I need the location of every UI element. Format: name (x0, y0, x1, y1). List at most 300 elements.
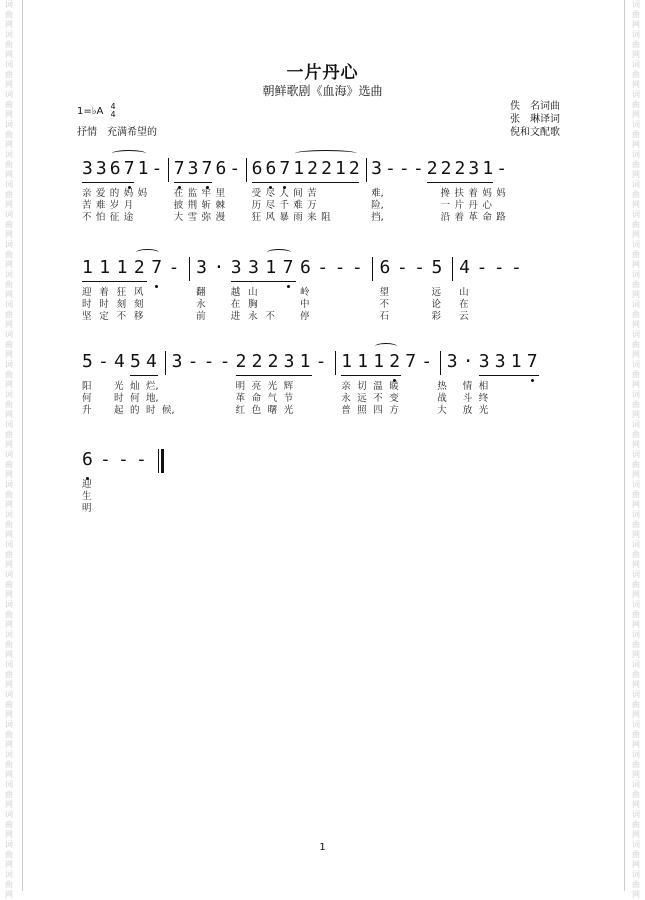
lyric-syllable: 何 (82, 393, 92, 404)
lyric-syllable: 着 (454, 212, 465, 223)
watermark-char: 曲 (5, 100, 13, 109)
watermark-char: 曲 (632, 250, 640, 259)
lyric-syllable: 气 (267, 393, 278, 404)
note: 1 (334, 158, 346, 179)
dash-note: - (421, 351, 433, 372)
note: 4 (459, 257, 470, 278)
lyric-syllable: 终 (478, 393, 489, 404)
watermark-char: 网 (632, 260, 640, 269)
watermark-char: 曲 (632, 610, 640, 619)
watermark-char: 词 (5, 600, 13, 609)
lyric-syllable: 热 (437, 381, 447, 392)
watermark-char: 词 (5, 450, 13, 459)
slur (295, 150, 357, 157)
note: 6 (215, 158, 227, 179)
beam-underline (174, 182, 212, 183)
lyric-syllable: 永 (196, 299, 206, 310)
note: 3 (494, 351, 506, 372)
lyric-syllable: 迎 (82, 287, 92, 298)
lyric-syllable: 辉 (283, 381, 294, 392)
watermark-char: 曲 (632, 850, 640, 859)
watermark-char: 曲 (632, 340, 640, 349)
lyric-syllable: 亲 (341, 381, 351, 392)
note: 2 (307, 158, 319, 179)
lyric-syllable: 暴 (279, 212, 289, 223)
watermark-char: 网 (632, 830, 640, 839)
lyric-syllable: 起 (114, 405, 124, 416)
watermark-char: 网 (5, 740, 13, 749)
lyric-syllable: 大 (437, 405, 447, 416)
slur (112, 150, 146, 157)
note: 3 (230, 257, 242, 278)
watermark-char: 网 (632, 320, 640, 329)
page-number: 1 (319, 842, 326, 853)
note: 3 (283, 351, 295, 372)
watermark-char: 网 (5, 20, 13, 29)
watermark-char: 曲 (5, 820, 13, 829)
time-top: 4 (110, 102, 116, 111)
note: 2 (321, 158, 332, 179)
slur (267, 249, 290, 256)
watermark-char: 网 (632, 80, 640, 89)
lyric-syllable: 明 (82, 503, 92, 514)
dash-note: - (351, 257, 363, 278)
watermark-char: 网 (5, 770, 13, 779)
lyric-syllable: 移 (133, 311, 144, 322)
note: 7 (123, 158, 135, 179)
lyric-syllable: 路 (496, 212, 506, 223)
note: 2 (389, 351, 401, 372)
dash-note: - (151, 158, 163, 179)
note: 3 (82, 158, 93, 179)
lyric-syllable: 中 (299, 299, 310, 310)
watermark-char: 词 (5, 750, 13, 759)
watermark-char: 词 (5, 510, 13, 519)
lyric-syllable: 云 (459, 311, 469, 322)
note: 2 (133, 257, 145, 278)
watermark-char: 曲 (632, 70, 640, 79)
note: 3 (196, 257, 208, 278)
watermark-char: 曲 (632, 520, 640, 529)
watermark-char: 曲 (5, 730, 13, 739)
watermark-char: 词 (5, 720, 13, 729)
lyric-syllable: 变 (389, 393, 399, 404)
note: 3 (478, 351, 490, 372)
lyric-syllable: 里 (215, 188, 225, 199)
lyric-syllable: 征 (109, 212, 120, 223)
lyric-syllable: 斗 (462, 393, 473, 404)
lyric-syllable: 受 (251, 188, 262, 199)
watermark-char: 词 (5, 270, 13, 279)
watermark-char: 网 (5, 470, 13, 479)
watermark-char: 网 (632, 560, 640, 569)
watermark-char: 词 (5, 60, 13, 69)
watermark-char: 词 (5, 810, 13, 819)
lyric-syllable: 棘 (215, 200, 225, 211)
watermark-char: 网 (632, 680, 640, 689)
lyric-syllable: 命 (251, 393, 262, 404)
watermark-char: 网 (5, 500, 13, 509)
watermark-char: 曲 (5, 400, 13, 409)
watermark-char: 词 (632, 240, 640, 249)
lyric-syllable: 望 (379, 287, 390, 298)
lyric-syllable: 刻 (133, 299, 144, 310)
watermark-char: 词 (5, 330, 13, 339)
lyric-syllable: 何 (130, 393, 140, 404)
watermark-char: 词 (632, 180, 640, 189)
lyric-syllable: 着 (468, 188, 478, 199)
note: 1 (293, 158, 305, 179)
dot-note: · (213, 257, 225, 278)
beam-underline (252, 182, 360, 183)
watermark-char: 网 (632, 890, 640, 899)
watermark-char: 词 (632, 120, 640, 129)
watermark-char: 曲 (632, 580, 640, 589)
note: 6 (109, 158, 121, 179)
dash-note: - (398, 158, 410, 179)
lyric-syllable: 妈 (496, 188, 506, 199)
watermark-char: 曲 (632, 400, 640, 409)
note: 7 (151, 257, 163, 278)
note: 1 (116, 257, 128, 278)
watermark-char: 曲 (5, 130, 13, 139)
credits (510, 100, 560, 139)
watermark-char: 网 (5, 230, 13, 239)
watermark-char: 词 (5, 780, 13, 789)
watermark-char: 词 (632, 300, 640, 309)
lyric-syllable: 难, (371, 188, 384, 199)
watermark-char: 词 (5, 0, 13, 9)
lyric-syllable: 升 (82, 405, 92, 416)
watermark-char: 网 (632, 710, 640, 719)
note: 2 (440, 158, 452, 179)
lyric-syllable: 人 (279, 188, 289, 199)
lyric-line-1 (82, 188, 562, 199)
lyric-syllable: 风 (265, 212, 275, 223)
watermark-char: 网 (5, 50, 13, 59)
watermark-char: 曲 (632, 550, 640, 559)
lyric-syllable: 前 (196, 311, 206, 322)
note: 4 (146, 351, 157, 372)
dot-note: · (462, 351, 474, 372)
watermark-char: 词 (632, 90, 640, 99)
note: 3 (95, 158, 107, 179)
lyric-syllable: 相 (478, 381, 489, 392)
slur (375, 343, 397, 350)
note: 5 (82, 351, 93, 372)
dash-note: - (476, 257, 488, 278)
key-signature (77, 103, 116, 119)
note: 6 (299, 257, 311, 278)
lyric-syllable: 不 (116, 311, 127, 322)
lyric-syllable: 革 (468, 212, 478, 223)
watermark-char: 曲 (5, 70, 13, 79)
lyric-syllable: 风 (133, 287, 144, 298)
watermark-char: 曲 (5, 700, 13, 709)
watermark-char: 词 (632, 480, 640, 489)
note-row (82, 449, 562, 471)
lyric-syllable: 时 (99, 299, 109, 310)
bar-line (168, 158, 169, 182)
note: 1 (265, 257, 277, 278)
lyric-syllable: 荆 (187, 200, 198, 211)
watermark-char: 词 (632, 810, 640, 819)
note: 3 (171, 351, 183, 372)
lyric-syllable: 不 (82, 212, 92, 223)
lyric-syllable: 着 (99, 287, 109, 298)
watermark-char: 网 (632, 860, 640, 869)
lyric-syllable: 难 (293, 200, 303, 211)
beam-underline (236, 375, 312, 376)
lyric-syllable: 爱 (95, 188, 106, 199)
watermark-char: 网 (5, 560, 13, 569)
note: 1 (482, 158, 494, 179)
watermark-char: 网 (5, 200, 13, 209)
lyric-line-2 (82, 299, 562, 310)
dash-note: - (385, 158, 396, 179)
note: 6 (82, 449, 93, 470)
lyric-syllable: 险, (371, 200, 384, 211)
watermark-char: 网 (632, 380, 640, 389)
dash-note: - (396, 257, 408, 278)
lyric-syllable: 光 (114, 381, 124, 392)
lyric-syllable: 永 (248, 311, 258, 322)
lyric-syllable: 历 (251, 200, 262, 211)
watermark-char: 词 (632, 330, 640, 339)
lyric-syllable: 坚 (82, 311, 92, 322)
lyric-syllable: 灿 (130, 381, 140, 392)
watermark-char: 词 (632, 360, 640, 369)
watermark-char: 网 (5, 650, 13, 659)
song-title: 一片丹心 (286, 63, 359, 83)
lyric-syllable: 途 (123, 212, 134, 223)
lyric-line-1 (82, 479, 562, 490)
lyric-syllable: 暖 (389, 381, 399, 392)
lyric-syllable: 来 (307, 212, 317, 223)
watermark-left (2, 0, 16, 899)
time-signature (111, 103, 116, 119)
lyric-syllable: 苦 (307, 188, 317, 199)
lyric-syllable: 光 (267, 381, 278, 392)
watermark-char: 曲 (632, 190, 640, 199)
watermark-char: 曲 (5, 10, 13, 19)
watermark-char: 词 (632, 30, 640, 39)
lyric-syllable: 彩 (431, 311, 441, 322)
watermark-char: 网 (632, 200, 640, 209)
watermark-char: 词 (632, 720, 640, 729)
watermark-char: 曲 (5, 340, 13, 349)
lyric-syllable: 一 (440, 200, 451, 211)
dash-note: - (315, 351, 327, 372)
lyric-syllable: 阳 (82, 381, 92, 392)
lyric-syllable: 远 (357, 393, 367, 404)
watermark-char: 词 (632, 420, 640, 429)
watermark-char: 网 (632, 50, 640, 59)
watermark-char: 网 (632, 230, 640, 239)
lyric-syllable: 明 (235, 381, 246, 392)
watermark-char: 网 (632, 110, 640, 119)
watermark-char: 词 (632, 780, 640, 789)
note: 3 (468, 158, 480, 179)
lyric-line-3 (82, 405, 562, 416)
note: 6 (379, 257, 391, 278)
watermark-char: 曲 (5, 790, 13, 799)
watermark-char: 曲 (632, 130, 640, 139)
bar-line (366, 158, 367, 182)
note: 1 (373, 351, 385, 372)
lyric-syllable: 不 (379, 299, 390, 310)
lyric-syllable: 石 (379, 311, 390, 322)
watermark-char: 曲 (632, 220, 640, 229)
dash-note: - (334, 257, 346, 278)
watermark-char: 词 (632, 540, 640, 549)
watermark-char: 曲 (632, 370, 640, 379)
lyric-syllable: 妈 (137, 188, 148, 199)
lyric-syllable: 监 (187, 188, 198, 199)
dash-note: - (98, 351, 109, 372)
note: 7 (282, 257, 294, 278)
note: 7 (201, 158, 213, 179)
note: 2 (348, 158, 360, 179)
lyric-line-3 (82, 503, 562, 514)
lyric-syllable: 普 (341, 405, 351, 416)
watermark-char: 曲 (5, 520, 13, 529)
lyric-syllable: 披 (173, 200, 184, 211)
watermark-char: 网 (632, 590, 640, 599)
note: 6 (265, 158, 277, 179)
watermark-char: 曲 (5, 580, 13, 589)
lyric-syllable: 翻 (196, 287, 206, 298)
watermark-char: 网 (5, 140, 13, 149)
watermark-char: 曲 (5, 40, 13, 49)
note: 7 (173, 158, 185, 179)
bar-line (452, 257, 453, 281)
lyric-syllable: 曙 (267, 405, 278, 416)
note: 2 (454, 158, 466, 179)
lyric-syllable: 亲 (82, 188, 92, 199)
lyric-syllable: 的 (130, 405, 140, 416)
watermark-char: 词 (632, 150, 640, 159)
watermark-char: 曲 (5, 610, 13, 619)
lyric-syllable: 在 (173, 188, 184, 199)
watermark-char: 曲 (5, 310, 13, 319)
watermark-char: 曲 (632, 790, 640, 799)
watermark-char: 网 (5, 170, 13, 179)
watermark-char: 网 (632, 500, 640, 509)
lyric-syllable: 时 (146, 405, 156, 416)
lyric-syllable: 命 (482, 212, 492, 223)
lyric-syllable: 迎 (82, 479, 92, 490)
lyric-syllable: 不 (265, 311, 275, 322)
note-row (82, 351, 562, 373)
watermark-char: 网 (5, 380, 13, 389)
lyric-syllable: 阻 (321, 212, 331, 223)
lyric-syllable: 在 (230, 299, 241, 310)
song-subtitle: 朝鲜歌剧《血海》选曲 (262, 84, 383, 98)
dash-note: - (136, 449, 147, 470)
watermark-char: 曲 (632, 310, 640, 319)
lyric-syllable: 扶 (454, 188, 465, 199)
lyric-syllable: 红 (235, 405, 246, 416)
watermark-char: 词 (632, 390, 640, 399)
watermark-char: 曲 (5, 430, 13, 439)
lyric-syllable: 烂, (146, 381, 159, 392)
watermark-char: 网 (632, 470, 640, 479)
lyric-syllable: 胸 (248, 299, 258, 310)
lyric-syllable: 永 (341, 393, 351, 404)
dash-note: - (511, 257, 522, 278)
lyric-syllable: 进 (230, 311, 241, 322)
lyric-syllable: 妈 (482, 188, 492, 199)
note: 1 (510, 351, 522, 372)
lyric-syllable: 亮 (251, 381, 262, 392)
note: 1 (99, 257, 111, 278)
watermark-char: 曲 (632, 820, 640, 829)
watermark-char: 曲 (5, 280, 13, 289)
watermark-char: 曲 (5, 490, 13, 499)
watermark-char: 曲 (632, 160, 640, 169)
watermark-char: 词 (5, 300, 13, 309)
beam-underline (231, 281, 296, 282)
lyric-syllable: 温 (373, 381, 383, 392)
watermark-char: 词 (632, 660, 640, 669)
dash-note: - (187, 351, 199, 372)
lyric-syllable: 色 (251, 405, 262, 416)
lyric-syllable: 停 (299, 311, 310, 322)
watermark-char: 曲 (5, 850, 13, 859)
dash-note: - (100, 449, 111, 470)
lyric-syllable: 山 (459, 287, 469, 298)
dash-note: - (118, 449, 129, 470)
lyric-syllable: 间 (293, 188, 303, 199)
dash-note: - (229, 158, 241, 179)
note: 5 (130, 351, 141, 372)
note-row (82, 257, 562, 279)
watermark-char: 词 (5, 660, 13, 669)
lyric-line-2 (82, 200, 562, 211)
lyric-syllable: 地, (146, 393, 159, 404)
lyric-syllable: 雨 (293, 212, 303, 223)
watermark-char: 曲 (5, 640, 13, 649)
lyric-syllable: 在 (459, 299, 469, 310)
beam-underline (479, 375, 539, 376)
note: 2 (267, 351, 279, 372)
watermark-char: 曲 (632, 460, 640, 469)
watermark-char: 网 (5, 800, 13, 809)
lyric-syllable: 月 (123, 200, 134, 211)
watermark-char: 网 (632, 20, 640, 29)
lyric-syllable: 斩 (201, 200, 212, 211)
lyric-syllable: 四 (373, 405, 383, 416)
watermark-char: 网 (5, 110, 13, 119)
note: 1 (341, 351, 353, 372)
watermark-char: 网 (5, 830, 13, 839)
lyric-syllable: 尽 (265, 188, 275, 199)
watermark-char: 词 (5, 690, 13, 699)
bar-line (335, 351, 336, 375)
watermark-char: 网 (5, 320, 13, 329)
watermark-char: 词 (632, 630, 640, 639)
credit-translator: 张 琳译词 (510, 114, 560, 125)
watermark-char: 网 (5, 440, 13, 449)
watermark-char: 曲 (632, 760, 640, 769)
watermark-char: 曲 (632, 730, 640, 739)
note: 7 (526, 351, 538, 372)
lyric-syllable: 尽 (265, 200, 275, 211)
watermark-char: 曲 (632, 640, 640, 649)
lyric-syllable: 搀 (440, 188, 451, 199)
dash-note: - (493, 257, 505, 278)
